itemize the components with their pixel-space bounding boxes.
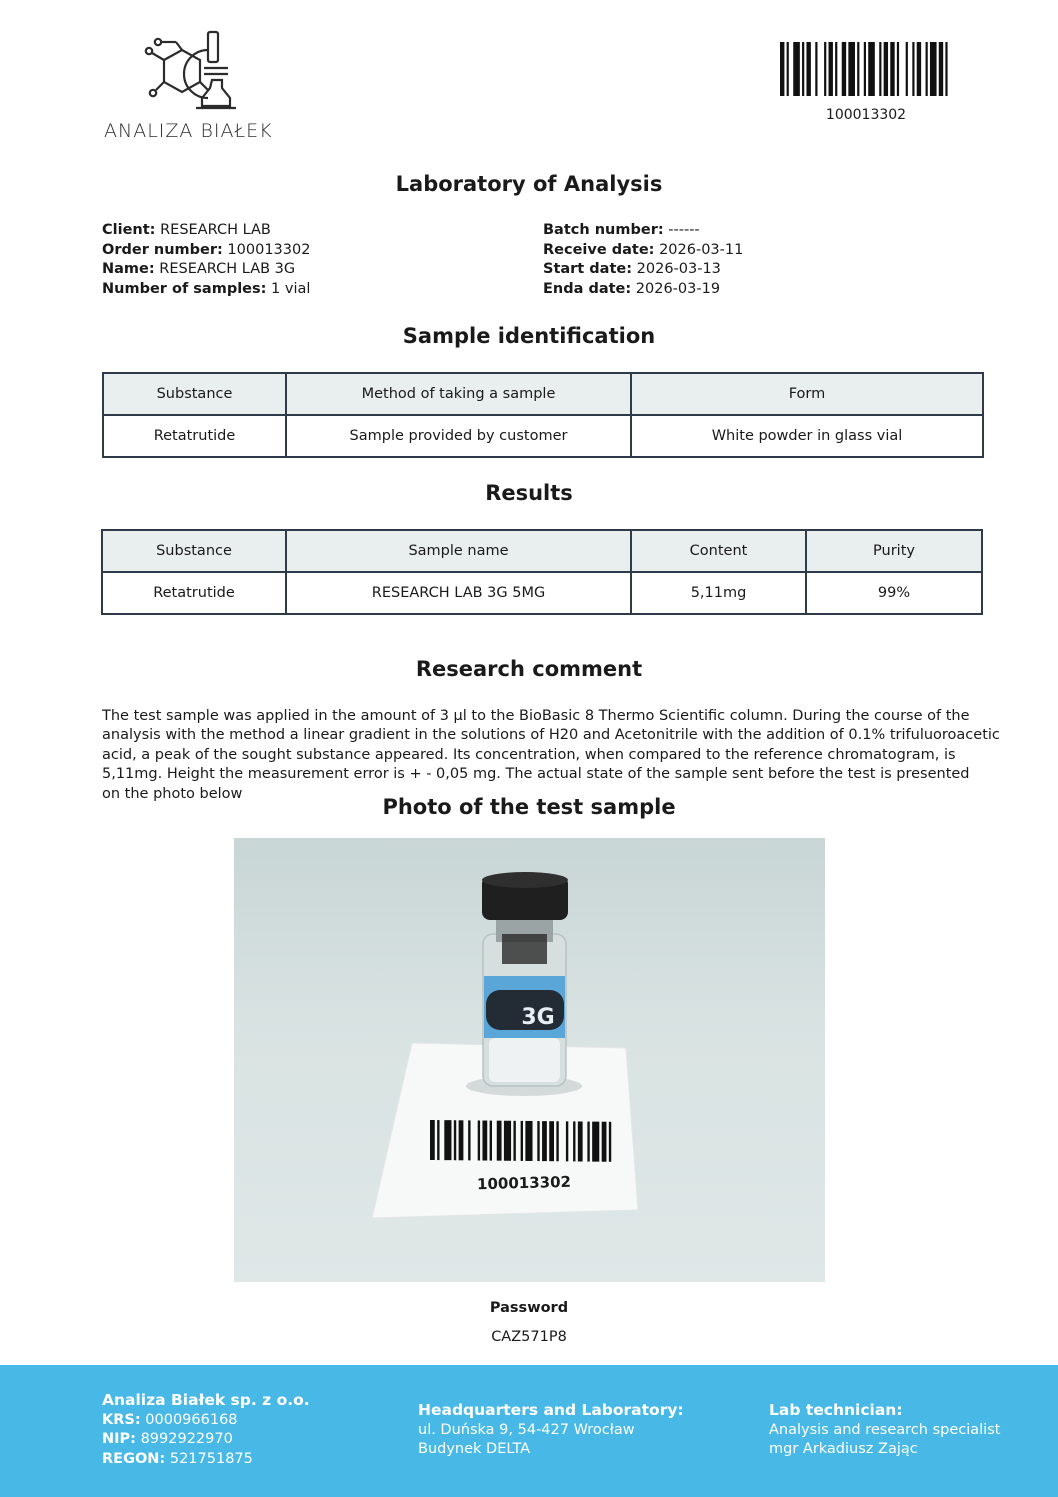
barcode-bar <box>793 42 800 96</box>
card-barcode-number: 100013302 <box>476 1172 572 1194</box>
table-row <box>103 415 983 457</box>
barcode-bar <box>459 1120 464 1160</box>
barcode-bar <box>930 42 937 96</box>
barcode-bar <box>556 1121 558 1161</box>
info-left <box>102 221 310 299</box>
barcode-bar <box>890 42 894 96</box>
barcode-bar <box>592 1122 599 1162</box>
barcode-bar <box>884 42 888 96</box>
vial-label-text: 3G <box>521 1005 555 1030</box>
info-row-order-number: Order number: 100013302 <box>102 241 311 258</box>
barcode-bar <box>521 1121 523 1161</box>
results-table <box>101 529 983 615</box>
hq-title: Headquarters and Laboratory: <box>418 1401 684 1419</box>
research-comment-text <box>102 707 1002 804</box>
barcode-bar <box>780 42 784 96</box>
table-header-cell: Substance <box>102 530 286 572</box>
company-logo <box>100 28 290 148</box>
company-nip: NIP: 8992922970 <box>102 1431 233 1447</box>
barcode-bar <box>497 1121 502 1161</box>
table-header-cell: Sample name <box>286 530 631 572</box>
info-row-name: Name: RESEARCH LAB 3G <box>102 261 296 277</box>
table-header-cell: Content <box>631 530 806 572</box>
password-label: Password <box>489 1300 569 1316</box>
barcode-bar <box>587 1122 589 1162</box>
info-row-receive-date: Receive date: 2026-03-11 <box>543 241 744 258</box>
footer-headquarters <box>418 1401 684 1460</box>
technician-role: Analysis and research specialist <box>769 1421 1001 1438</box>
page-title: Laboratory of Analysis <box>395 172 663 196</box>
comment-line: analysis with the method a linear gradient in the solutions of H20 and Acetonitrile with the addition of 0.1% trifuluoroacetic <box>102 727 1000 744</box>
barcode-bar <box>926 42 928 96</box>
barcode-bar <box>578 1121 583 1161</box>
sample-identification-table <box>102 372 984 458</box>
footer-company <box>102 1391 310 1469</box>
barcode-bar <box>573 1121 575 1161</box>
table-header-row <box>102 530 982 572</box>
barcode-bar <box>848 42 855 96</box>
barcode-bar <box>478 1120 480 1160</box>
info-row-end-date: Enda date: 2026-03-19 <box>543 280 721 297</box>
footer-lab-technician <box>769 1401 1000 1460</box>
barcode-bar <box>815 42 817 96</box>
comment-line: acid, a peak of the sought substance appeared. Its concentration, when compared to the reference chromatogram, is <box>102 746 956 763</box>
technician-title: Lab technician: <box>769 1401 903 1419</box>
barcode-bar <box>906 42 908 96</box>
research-comment-heading: Research comment <box>415 657 643 681</box>
barcode-bar <box>864 42 866 96</box>
table-cell: Sample provided by customer <box>286 415 631 457</box>
info-row-start-date: Start date: 2026-03-13 <box>543 261 721 277</box>
barcode-bar <box>912 42 914 96</box>
table-row <box>102 572 982 614</box>
vial-photo-illustration <box>234 838 825 1282</box>
barcode-bar <box>549 1121 554 1161</box>
hq-address-line: Budynek DELTA <box>418 1441 531 1457</box>
table-header-cell: Method of taking a sample <box>286 373 631 415</box>
table-cell: 99% <box>806 572 982 614</box>
barcode-bar <box>537 1121 539 1161</box>
barcode-bar <box>802 42 804 96</box>
footer <box>0 1365 1058 1497</box>
barcode <box>780 42 952 96</box>
barcode-bar <box>879 42 881 96</box>
barcode-bar <box>602 1122 607 1162</box>
barcode-number: 100013302 <box>825 107 907 123</box>
table-cell: Retatrutide <box>102 572 286 614</box>
barcode-bar <box>525 1121 532 1161</box>
barcode-bar <box>609 1122 611 1162</box>
table-cell: Retatrutide <box>103 415 286 457</box>
password-value: CAZ571P8 <box>491 1329 567 1345</box>
barcode-bar <box>806 42 810 96</box>
info-row-client: Client: RESEARCH LAB <box>102 222 271 238</box>
barcode-bar <box>842 42 846 96</box>
sample-photo <box>234 838 825 1282</box>
molecule-microscope-icon <box>142 28 242 114</box>
comment-line: 5,11mg. Height the measurement error is + - 0,05 mg. The actual state of the sample sent before the test is presented <box>102 766 970 783</box>
barcode-bar <box>829 42 833 96</box>
info-right <box>543 221 743 299</box>
barcode-bar <box>513 1121 515 1161</box>
barcode-bar <box>490 1121 492 1161</box>
table-cell: White powder in glass vial <box>631 415 983 457</box>
barcode-bar <box>835 42 837 96</box>
barcode-bar <box>917 42 921 96</box>
comment-line: on the photo below <box>102 785 243 802</box>
table-header-cell: Purity <box>806 530 982 572</box>
barcode-bar <box>468 1120 470 1160</box>
table-cell: RESEARCH LAB 3G 5MG <box>286 572 631 614</box>
barcode-bar <box>939 42 943 96</box>
photo-heading: Photo of the test sample <box>382 795 676 819</box>
barcode-bar <box>437 1120 439 1160</box>
company-krs: KRS: 0000966168 <box>102 1411 238 1428</box>
info-row-batch-number: Batch number: ------ <box>543 222 700 238</box>
table-header-row <box>103 373 983 415</box>
technician-name: mgr Arkadiusz Zając <box>769 1441 918 1457</box>
hq-address-line: ul. Duńska 9, 54-427 Wrocław <box>418 1421 635 1438</box>
barcode-bar <box>897 42 899 96</box>
logo-text: ANALIZA BIAŁEK <box>104 120 273 142</box>
comment-line: The test sample was applied in the amount of 3 µl to the BioBasic 8 Thermo Scientific column. During the course of the <box>102 708 970 724</box>
info-row-number-of-samples: Number of samples: 1 vial <box>102 280 311 297</box>
barcode-bar <box>542 1121 547 1161</box>
barcode-bar <box>430 1120 435 1160</box>
barcode-bar <box>824 42 826 96</box>
company-regon: REGON: 521751875 <box>102 1450 253 1467</box>
table-header-cell: Form <box>631 373 983 415</box>
barcode-bar <box>787 42 789 96</box>
barcode-bar <box>504 1121 511 1161</box>
barcode-bar <box>857 42 859 96</box>
table-cell: 5,11mg <box>631 572 806 614</box>
company-name: Analiza Białek sp. z o.o. <box>102 1391 310 1409</box>
barcode-bar <box>444 1120 451 1160</box>
sample-identification-heading: Sample identification <box>402 324 656 348</box>
barcode-bar <box>566 1121 568 1161</box>
barcode-bar <box>945 42 947 96</box>
barcode-bar <box>868 42 875 96</box>
table-header-cell: Substance <box>103 373 286 415</box>
barcode-bar <box>482 1121 487 1161</box>
results-heading: Results <box>485 481 573 505</box>
barcode-bar <box>454 1120 456 1160</box>
